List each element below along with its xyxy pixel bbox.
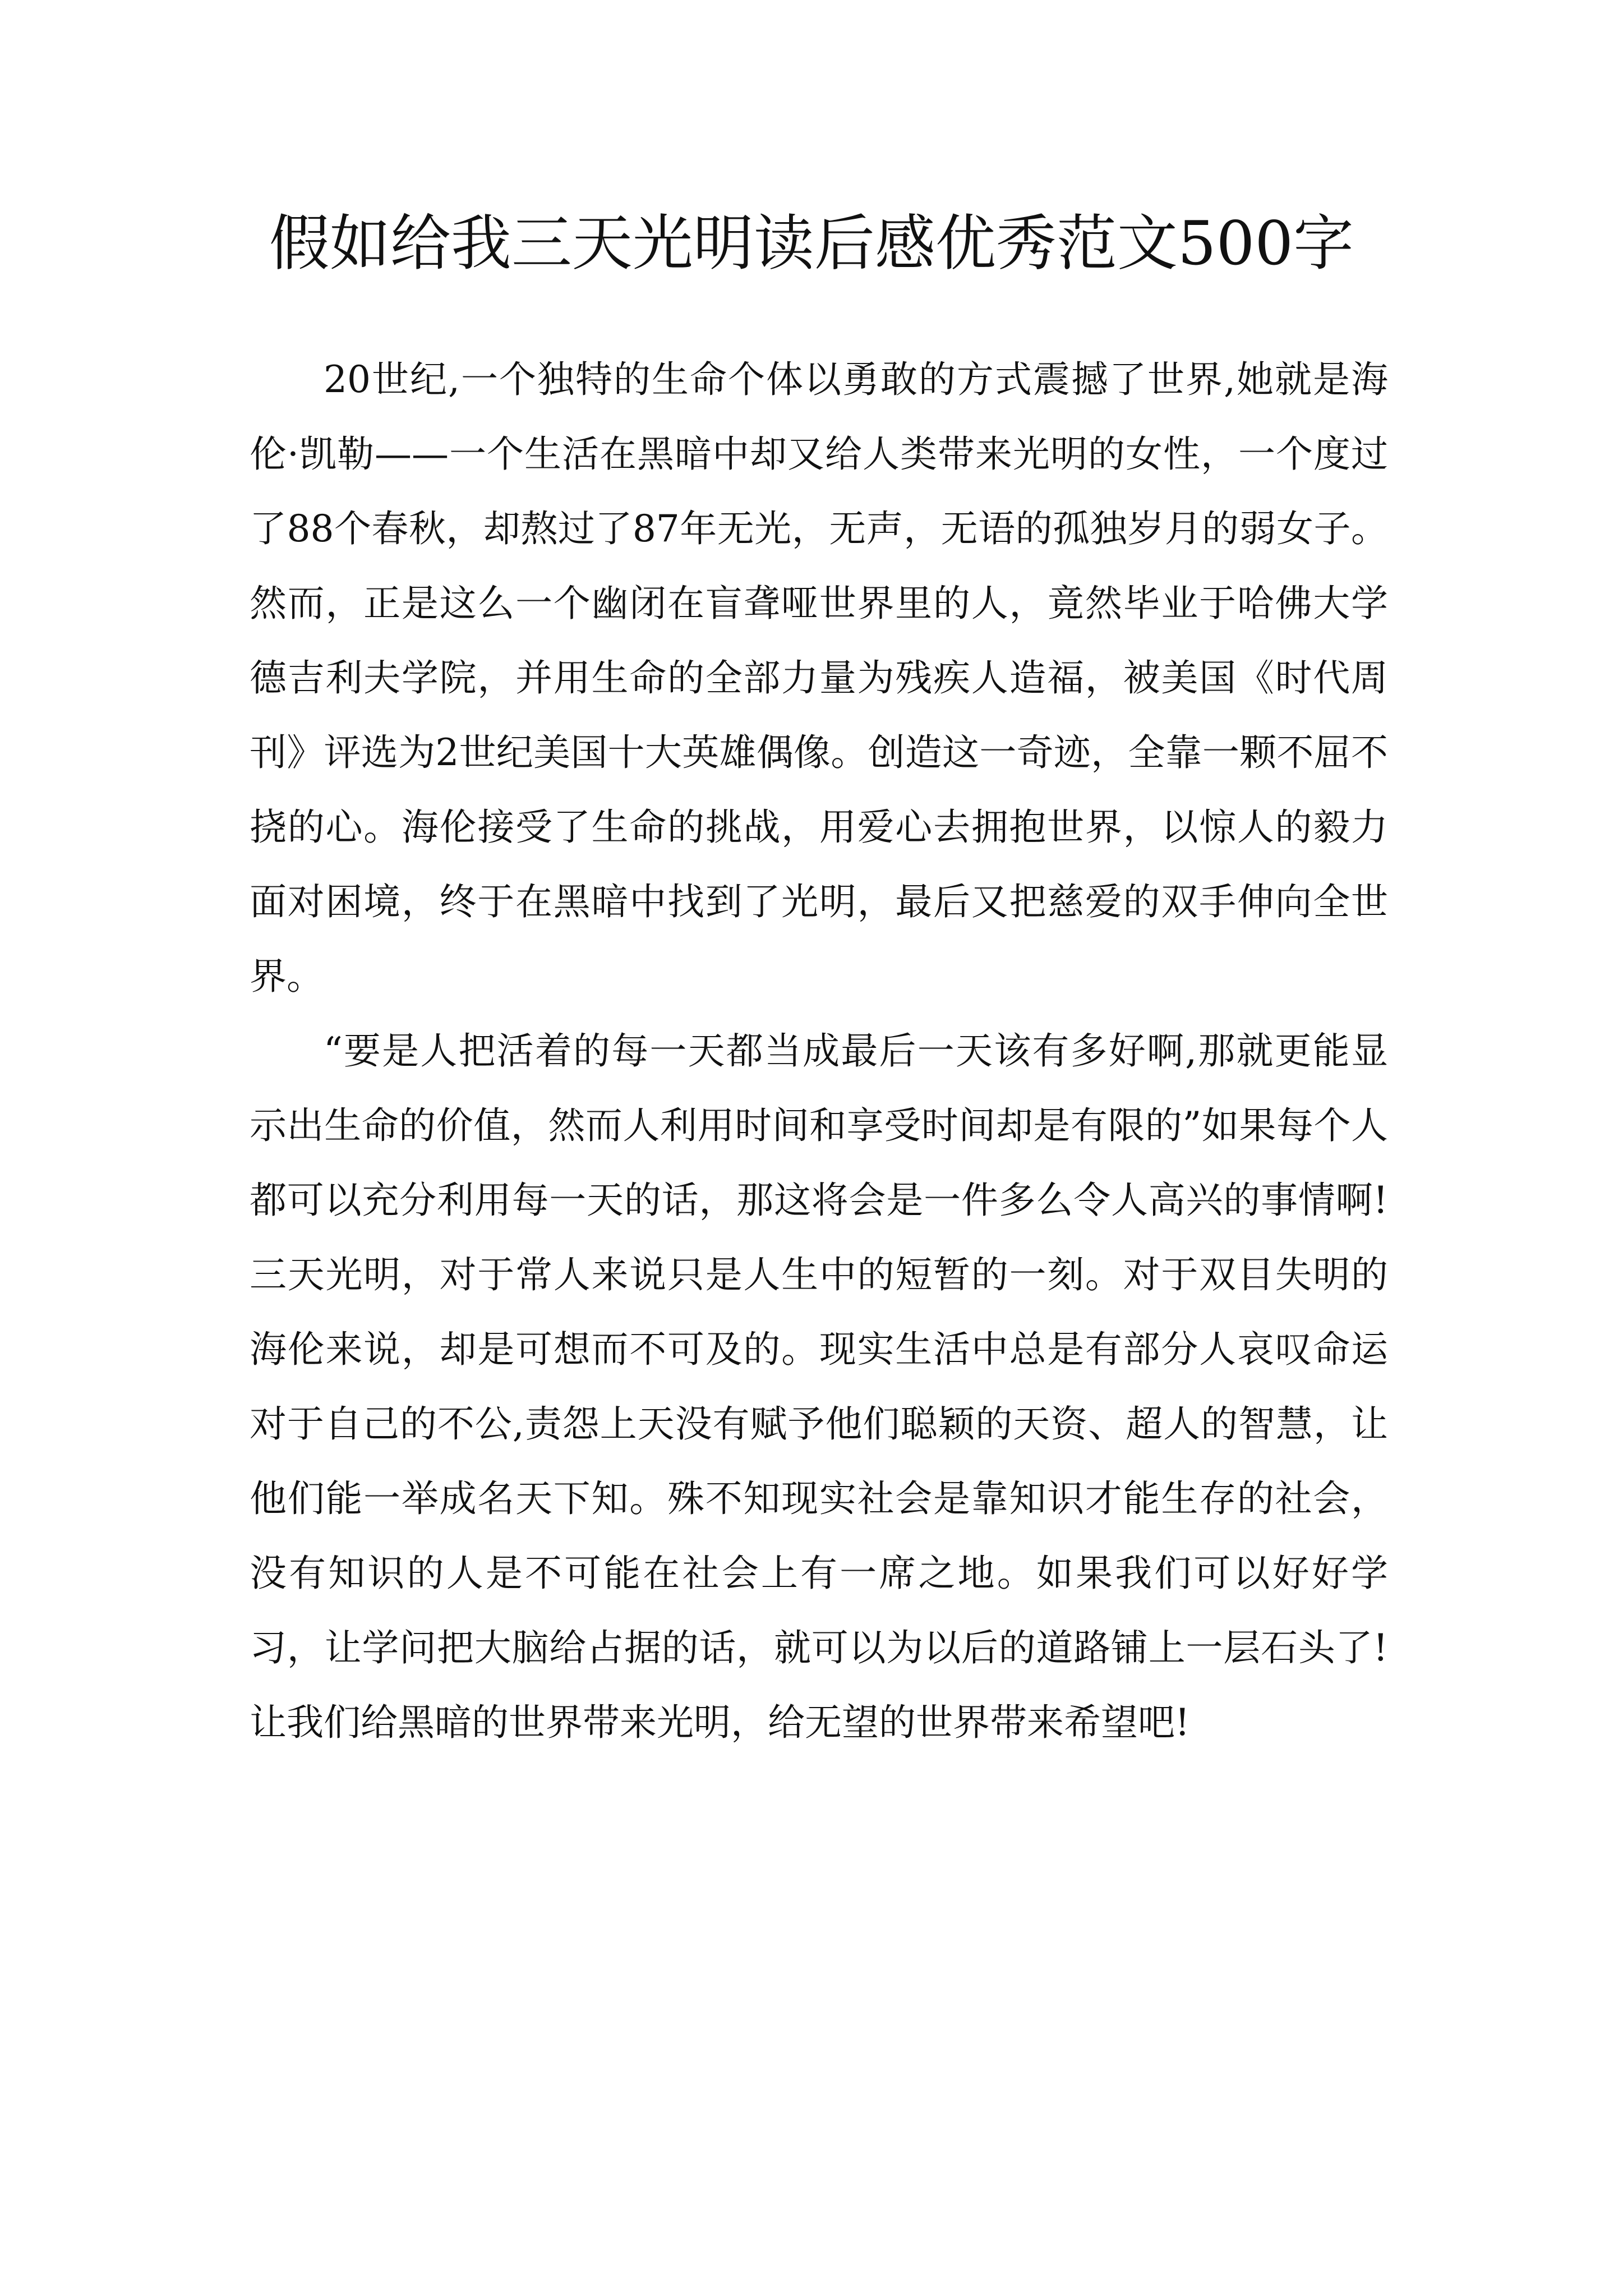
- document-body: [250, 342, 1388, 1760]
- document-title: 假如给我三天光明读后感优秀范文500字: [269, 209, 1354, 279]
- paragraph-2: “要是人把活着的每一天都当成最后一天该有多好啊,那就更能显示出生命的价值，然而人利用时间和享受时间却是有限的”如果每个人都可以充分利用每一天的话，那这将会是一件多么令人高兴的事情啊!三天光明，对于常人来说只是人生中的短暂的一刻。对于双目失明的海伦来说，却是可想而不可及的。现实生活中总是有部分人哀叹命运对于自己的不公,责怨上天没有赋予他们聪颖的天资、超人的智慧，让他们能一举成名天下知。殊不知现实社会是靠知识才能生存的社会，没有知识的人是不可能在社会上有一席之地。如果我们可以好好学习，让学问把大脑给占据的话，就可以为以后的道路铺上一层石头了!让我们给黑暗的世界带来光明，给无望的世界带来希望吧!: [250, 1029, 1388, 1744]
- paragraph-1: 20世纪,一个独特的生命个体以勇敢的方式震撼了世界,她就是海伦·凯勒——一个生活在黑暗中却又给人类带来光明的女性，一个度过了88个春秋，却熬过了87年无光，无声，无语的孤独岁月的弱女子。然而，正是这么一个幽闭在盲聋哑世界里的人，竟然毕业于哈佛大学德吉利夫学院，并用生命的全部力量为残疾人造福，被美国《时代周刊》评选为2世纪美国十大英雄偶像。创造这一奇迹，全靠一颗不屈不挠的心。海伦接受了生命的挑战，用爱心去拥抱世界，以惊人的毅力面对困境，终于在黑暗中找到了光明，最后又把慈爱的双手伸向全世界。: [250, 358, 1388, 998]
